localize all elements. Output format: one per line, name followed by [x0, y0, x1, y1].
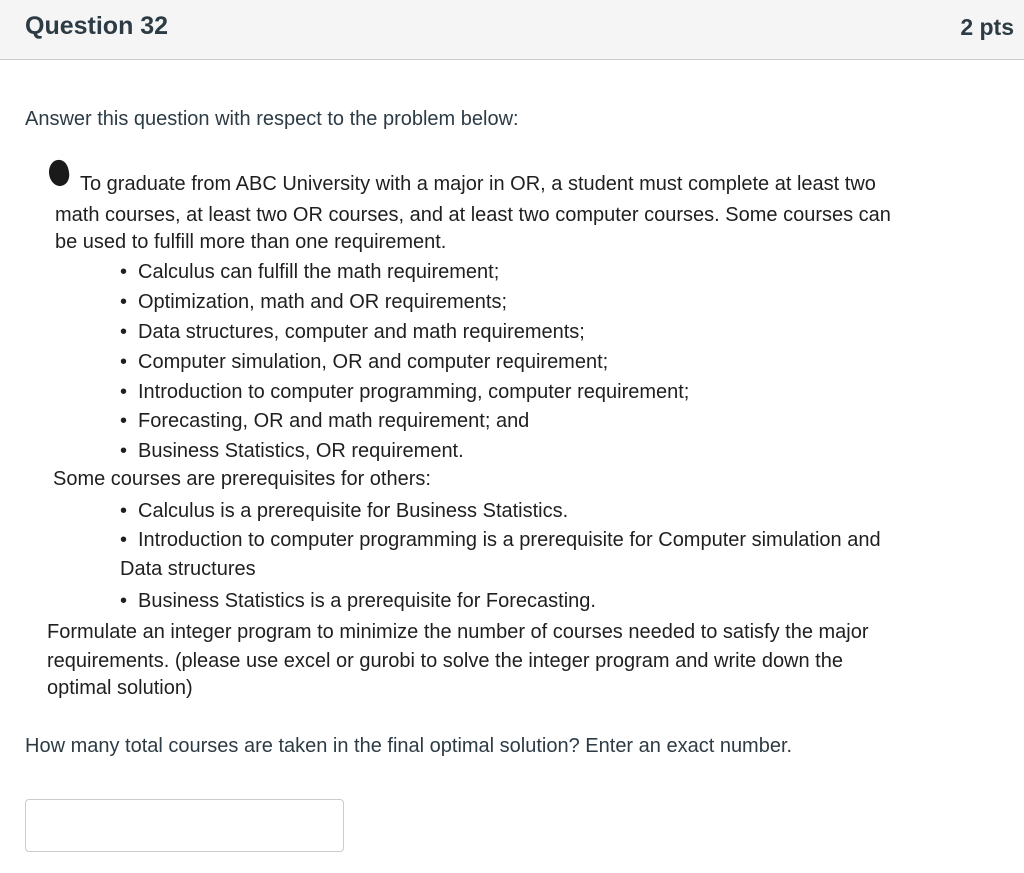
formulate-line: optimal solution): [47, 677, 193, 699]
prereq-item: • Calculus is a prerequisite for Business Statistics.: [120, 500, 569, 522]
formulate-line: Formulate an integer program to minimize the number of courses needed to satisfy the major: [47, 621, 869, 643]
problem-line: math courses, at least two OR courses, and at least two computer courses. Some courses can: [55, 204, 891, 226]
requirement-item: • Optimization, math and OR requirements;: [120, 291, 508, 313]
question-points: 2 pts: [960, 14, 1014, 40]
bullet-icon: •: [120, 440, 128, 462]
bullet-icon: •: [120, 529, 128, 551]
question-intro: Answer this question with respect to the problem below:: [25, 108, 519, 130]
bullet-icon: •: [120, 590, 128, 612]
bullet-icon: •: [120, 261, 128, 283]
question-prompt: How many total courses are taken in the final optimal solution? Enter an exact number.: [25, 735, 793, 757]
problem-line: To graduate from ABC University with a major in OR, a student must complete at least two: [80, 173, 876, 195]
bullet-icon: •: [120, 500, 128, 522]
bullet-icon: •: [120, 410, 128, 432]
formulate-line: requirements. (please use excel or gurobi to solve the integer program and write down the: [47, 650, 843, 672]
requirement-item: • Forecasting, OR and math requirement; and: [120, 410, 530, 432]
prereq-item: • Introduction to computer programming is a prerequisite for Computer simulation and: [120, 529, 881, 551]
requirement-item: • Calculus can fulfill the math requirement;: [120, 261, 500, 283]
answer-input[interactable]: [25, 799, 344, 852]
problem-statement-image: [0, 150, 1024, 710]
bullet-icon: •: [120, 381, 128, 403]
bullet-icon: •: [120, 291, 128, 313]
requirement-item: • Business Statistics, OR requirement.: [120, 440, 464, 462]
requirement-item: • Computer simulation, OR and computer requirement;: [120, 351, 609, 373]
prereq-heading: Some courses are prerequisites for others:: [53, 468, 431, 490]
problem-line: be used to fulfill more than one requirement.: [55, 231, 447, 253]
ink-blot-mark: [47, 158, 72, 188]
question-header: [0, 0, 1024, 60]
bullet-icon: •: [120, 351, 128, 373]
bullet-icon: •: [120, 321, 128, 343]
prereq-item: • Business Statistics is a prerequisite for Forecasting.: [120, 590, 596, 612]
requirement-item: • Data structures, computer and math requirements;: [120, 321, 585, 343]
question-title: Question 32: [25, 12, 169, 40]
requirement-item: • Introduction to computer programming, computer requirement;: [120, 381, 690, 403]
prereq-item-continuation: Data structures: [120, 558, 256, 580]
